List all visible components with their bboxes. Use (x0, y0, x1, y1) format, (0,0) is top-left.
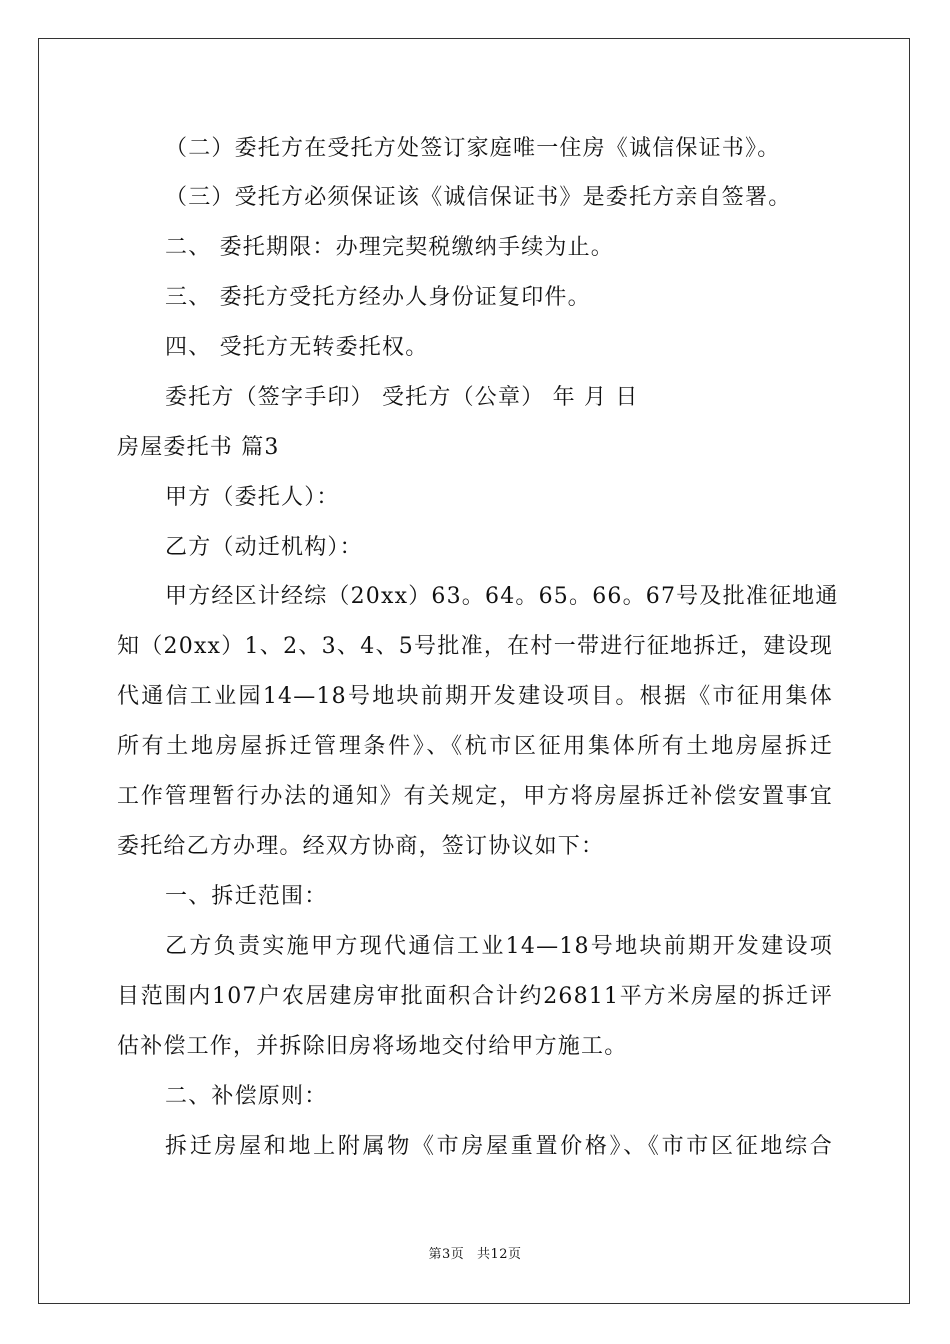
paragraph-line-4: 所有土地房屋拆迁管理条件》、《杭市区征用集体所有土地房屋拆迁 (117, 734, 833, 759)
text-line-5: 四、 受托方无转委托权。 (165, 335, 429, 360)
text-line-3: 二、 委托期限：办理完契税缴纳手续为止。 (165, 235, 614, 260)
paragraph-line-6: 委托给乙方办理。经双方协商，签订协议如下： (117, 834, 605, 859)
section-title: 房屋委托书 篇3 (117, 435, 280, 460)
page-total: 共12页 (476, 1247, 522, 1262)
heading-principle: 二、补偿原则： (165, 1084, 328, 1109)
paragraph-line-1: 甲方经区计经综（20xx）63。64。65。66。67号及批准征地通 (165, 584, 839, 609)
paragraph-line-3: 代通信工业园14—18号地块前期开发建设项目。根据《市征用集体 (117, 684, 833, 709)
party-b-line: 乙方（动迁机构）： (165, 535, 363, 560)
paragraph-line-5: 工作管理暂行办法的通知》有关规定，甲方将房屋拆迁补偿安置事宜 (117, 784, 833, 809)
text-line-4: 三、 委托方受托方经办人身份证复印件。 (165, 285, 591, 310)
party-a-line: 甲方（委托人）： (165, 485, 340, 510)
page-footer (0, 1246, 950, 1264)
heading-scope: 一、拆迁范围： (165, 884, 328, 909)
signature-line: 委托方（签字手印） 受托方（公章） 年 月 日 (165, 385, 639, 410)
page-number: 第3页 (428, 1247, 465, 1262)
scope-line-3: 估补偿工作，并拆除旧房将场地交付给甲方施工。 (117, 1034, 628, 1059)
page-border (38, 38, 910, 1304)
text-line-1: （二）委托方在受托方处签订家庭唯一住房《诚信保证书》。 (165, 136, 781, 161)
principle-line-1: 拆迁房屋和地上附属物《市房屋重置价格》、《市市区征地综合 (165, 1134, 833, 1159)
scope-line-2: 目范围内107户农居建房审批面积合计约26811平方米房屋的拆迁评 (117, 984, 833, 1009)
scope-line-1: 乙方负责实施甲方现代通信工业14—18号地块前期开发建设项 (165, 934, 833, 959)
text-line-2: （三）受托方必须保证该《诚信保证书》是委托方亲自签署。 (165, 185, 792, 210)
paragraph-line-2: 知（20xx）1、2、3、4、5号批准，在村一带进行征地拆迁，建设现 (117, 634, 833, 659)
